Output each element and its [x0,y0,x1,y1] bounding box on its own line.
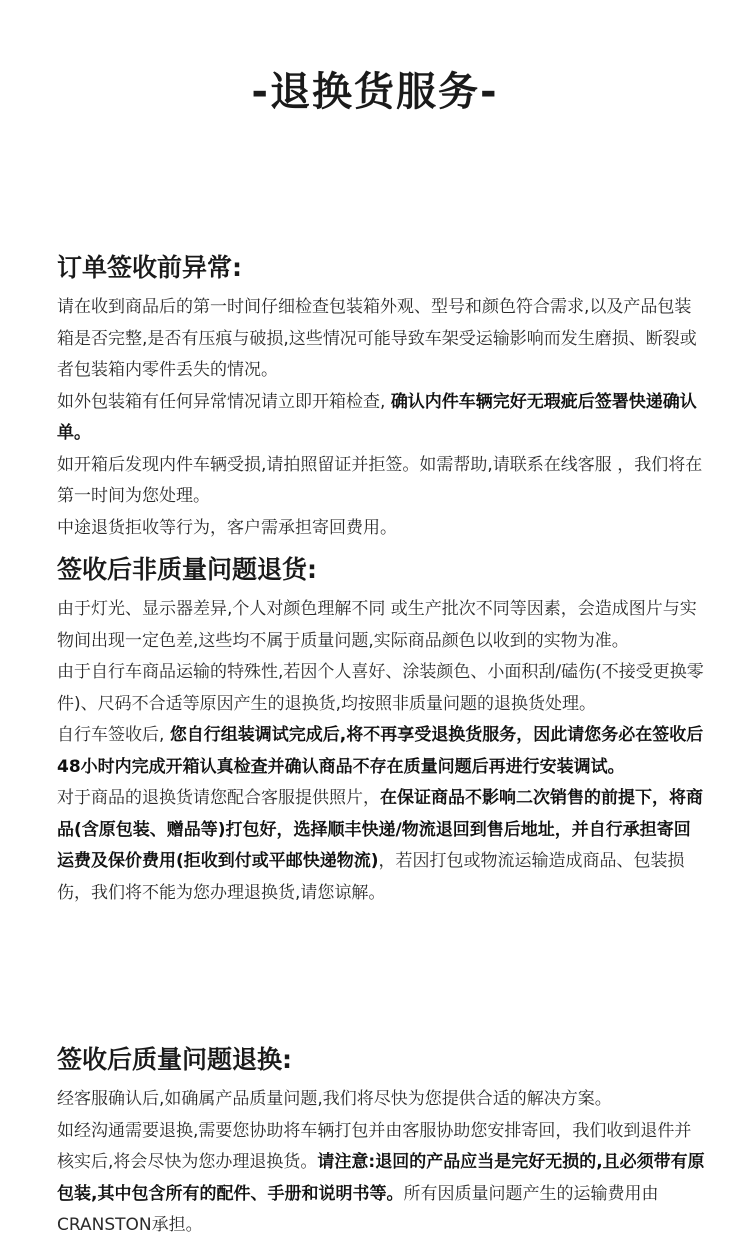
body-text: 请在收到商品后的第一时间仔细检查包装箱外观、型号和颜色符合需求,以及产品包装箱是否完整,是否有压痕与破损,这些情况可能导致车架受运输影响而发生磨损、断裂或者包装箱内零件丢失的情况。 [57,297,697,380]
body-text: 经客服确认后,如确属产品质量问题,我们将尽快为您提供合适的解决方案。 [57,1089,612,1109]
section-pre-receipt-exceptions [57,248,707,544]
section-heading: 签收后质量问题退换: [57,1045,292,1074]
body-text: 中途退货拒收等行为，客户需承担寄回费用。 [57,517,397,538]
body-text: 如外包装箱有任何异常情况请立即开箱检查, [57,391,391,412]
section-non-quality-returns [57,550,707,909]
paragraph [57,1116,707,1242]
page-title: -退换货服务- [251,69,499,115]
body-text: 自行车签收后, [57,725,170,745]
emphasis-text: 请注意:退回的产品应当是完好无损的,且必须带有原包装,其中包含所有的配件、手册和说明书等。 [57,1152,705,1204]
paragraph [57,657,707,720]
section-heading: 订单签收前异常: [57,253,242,282]
paragraph [57,387,707,450]
section-body [57,594,707,909]
body-text: 所有因质量问题产生的运输费用由CRANSTON承担。 [57,1183,659,1235]
body-text: ，若因打包或物流运输造成商品、包装损伤，我们将不能为您办理退换货,请您谅解。 [57,851,685,903]
section-body [57,292,707,544]
emphasis-text: 您自行组装调试完成后,将不再享受退换货服务，因此请您务必在签收后48小时内完成开箱认真检查并确认商品不存在质量问题后再进行安装调试。 [57,725,704,777]
body-text: 如经沟通需要退换,需要您协助将车辆打包并由客服协助您安排寄回，我们收到退件并核实后,将会尽快为您办理退换货。 [57,1120,692,1172]
emphasis-text: 在保证商品不影响二次销售的前提下，将商品(含原包装、赠品等)打包好，选择顺丰快递/物流退回到售后地址，并自行承担寄回运费及保价费用(拒收到付或平邮快递物流) [57,788,703,871]
section-body [57,1084,707,1242]
paragraph [57,292,707,387]
paragraph [57,450,707,513]
section-heading: 签收后非质量问题退货: [57,555,317,584]
body-text: 由于自行车商品运输的特殊性,若因个人喜好、涂装颜色、小面积刮/磕伤(不接受更换零件)、尺码不合适等原因产生的退换货,均按照非质量问题的退换货处理。 [57,662,704,714]
body-text: 对于商品的退换货请您配合客服提供照片， [57,788,380,808]
body-text: 由于灯光、显示器差异,个人对颜色理解不同 或生产批次不同等因素，会造成图片与实物间出现一定色差,这些均不属于质量问题,实际商品颜色以收到的实物为准。 [57,599,697,651]
paragraph [57,783,707,909]
body-text: 如开箱后发现内件车辆受损,请拍照留证并拒签。如需帮助,请联系在线客服 ，我们将在第一时间为您处理。 [57,454,703,506]
paragraph [57,720,707,783]
emphasis-text: 确认内件车辆完好无瑕疵后签署快递确认单。 [57,391,697,443]
paragraph [57,1084,707,1116]
section-quality-exchanges [57,1040,707,1242]
paragraph [57,594,707,657]
paragraph [57,513,707,545]
